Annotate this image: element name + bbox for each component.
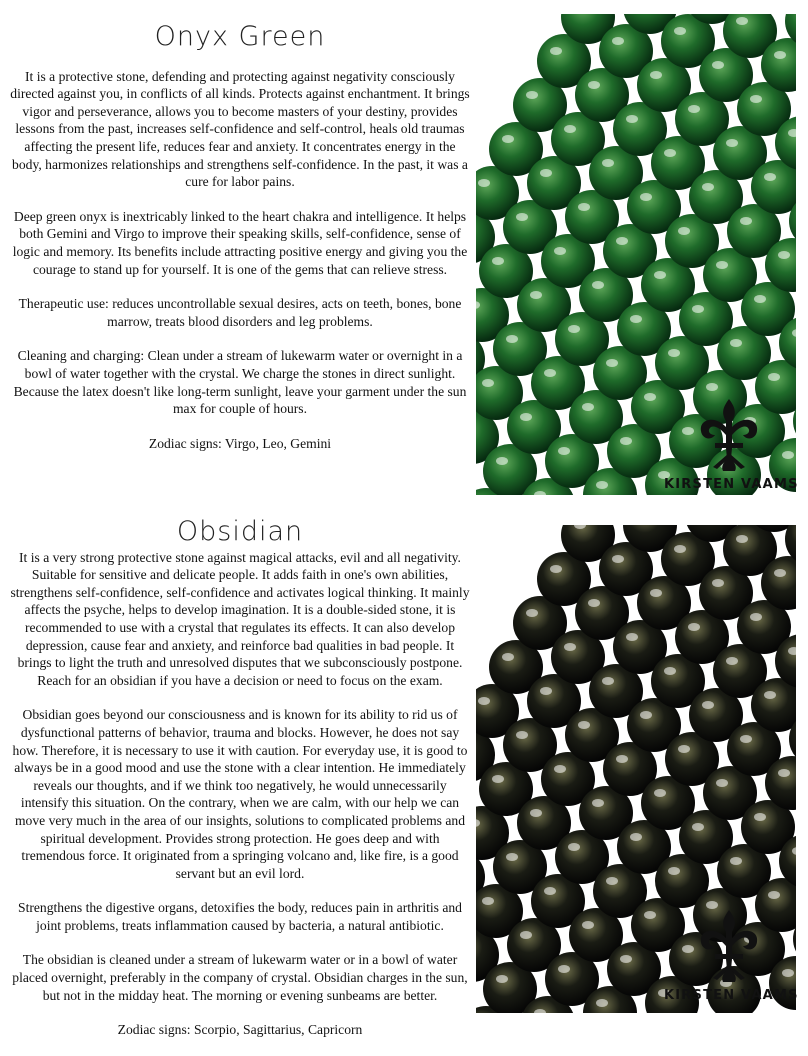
bead-highlight (606, 359, 618, 367)
bead-highlight (640, 711, 652, 719)
bead-highlight (754, 813, 766, 821)
bead-highlight (564, 643, 576, 651)
bead-highlight (616, 755, 628, 763)
bead-highlight (588, 81, 600, 89)
bead-highlight (496, 975, 508, 983)
bead-highlight (520, 413, 532, 421)
bead-highlight (726, 139, 738, 147)
bead-highlight (706, 383, 718, 391)
paragraph-heart-chakra: Deep green onyx is inextricably linked to the heart chakra and intelligence. It helps both Gemini and Virgo to improve their speaking skills, self-confidence, sense of logic and memory. Its benefits include attracting positive energy and giving you the courage to stand up for yourself. It is one of the gems that can relieve stress. (12, 208, 468, 277)
obsidian-text (10, 516, 470, 1056)
bead-highlight (602, 677, 614, 685)
bead-highlight (650, 71, 662, 79)
bead-highlight (516, 213, 528, 221)
bead-highlight (612, 555, 624, 563)
bead-highlight (768, 373, 780, 381)
paragraph-zodiac: Zodiac signs: Scorpio, Sagittarius, Capricorn (117, 1022, 363, 1038)
brand-logo (664, 397, 799, 492)
fleur-de-lis-icon (693, 397, 765, 473)
bead-highlight (740, 217, 752, 225)
bead-highlight (702, 183, 714, 191)
fleur-de-lis-icon (693, 908, 765, 984)
bead-highlight (668, 867, 680, 875)
bead-highlight (550, 47, 562, 55)
bead-highlight (596, 999, 608, 1007)
paragraph-description: It is a protective stone, defending and protecting against negativity consciously directed against you, in conflicts of all kinds. Protects against enchantment. It brings vigor and perseverance, allows you to become masters of your destiny, provides lessons from the past, increases self-confidence and self-control, heals old traumas affecting the present life, reduces fear and anxiety. It concentrates energy in the body, harmonizes relationships and strengthens self-confidence. In the past, it was a cure for labor pains. (10, 68, 470, 190)
bead-highlight (644, 393, 656, 401)
onyx-green-text (10, 21, 470, 469)
bead-highlight (558, 965, 570, 973)
bead-highlight (620, 955, 632, 963)
paragraph-therapeutic-use: Therapeutic use: reduces uncontrollable sexual desires, acts on teeth, bones, bone marrow, treats blood disorders and leg problems. (18, 296, 462, 329)
bead-highlight (654, 271, 666, 279)
bead-highlight (578, 721, 590, 729)
bead-highlight (596, 481, 608, 489)
bead-highlight (506, 853, 518, 861)
bead-highlight (692, 305, 704, 313)
bead-highlight (544, 369, 556, 377)
bead-highlight (736, 535, 748, 543)
bead-highlight (750, 613, 762, 621)
bead-highlight (530, 809, 542, 817)
bead-highlight (626, 633, 638, 641)
bead-highlight (674, 545, 686, 553)
bead-highlight (664, 149, 676, 157)
bead-highlight (558, 447, 570, 455)
paragraph-therapeutic-use: Strengthens the digestive organs, detoxifies the body, reduces pain in arthritis and joint problems, treats inflammation caused by bacteria, a natural antibiotic. (18, 900, 462, 933)
bead-highlight (582, 921, 594, 929)
bead-highlight (564, 125, 576, 133)
bead-highlight (702, 701, 714, 709)
paragraph-consciousness: Obsidian goes beyond our consciousness and is known for its ability to rid us of dysfunctional patterns of behavior, trauma and blocks. However, he does not say how. Therefore, it is necessary to use it with caution. For everyday use, it is good to always be in a good mood and use the stone with a clear intention. He immediately reveals our thoughts, and if we think too negatively, he would unnecessarily intensify this situation. On the contrary, when we are calm, with our help we can move very much in the area of our insights, solutions to complicated problems and spiritual development. Provides strong protection. He goes deep and with tremendous force. It originated from a springing volcano and, like fire, is a good servant but an evil lord. (12, 707, 468, 881)
brand-name: KIRSTEN VAAMS (664, 988, 799, 1003)
bead-highlight (764, 691, 776, 699)
paragraph-description: It is a very strong protective stone against magical attacks, evil and all negativity. Suitable for sensitive and delicate people. It adds faith in one's own abilities, strengthens self-confidence, self-confidence and activates logical thinking. It mainly affects the psyche, helps to develop imagination. It is a double-sided stone, it is recommended to use with a crystal that regulates its effects. It can also develop depression, cause fear and anxiety, and reinforce bad qualities in bad people. It brings to light the truth and unresolved disputes that we subconsciously postpone. Reach for an obsidian if you have a decision or need to focus on the exam. (10, 549, 470, 688)
brand-logo (664, 908, 799, 1003)
bead-highlight (492, 257, 504, 265)
bead-highlight (730, 857, 742, 865)
bead-highlight (730, 339, 742, 347)
bead-highlight (550, 565, 562, 573)
bead-highlight (478, 697, 490, 705)
bead-highlight (588, 599, 600, 607)
bead-highlight (612, 37, 624, 45)
bead-highlight (482, 379, 494, 387)
bead-highlight (630, 833, 642, 841)
bead-highlight (736, 17, 748, 25)
bead-highlight (626, 115, 638, 123)
bead-highlight (526, 91, 538, 99)
bead-highlight (740, 735, 752, 743)
bead-highlight (688, 623, 700, 631)
bead-highlight (750, 95, 762, 103)
bead-highlight (502, 135, 514, 143)
bead-highlight (674, 27, 686, 35)
paragraph-cleaning: The obsidian is cleaned under a stream of lukewarm water or in a bowl of water placed overnight, preferably in the company of crystal. Obsidian charges in the sun, but not in the midday heat. The morning or evening sunbeams are better. (12, 952, 468, 1003)
bead-highlight (764, 173, 776, 181)
bead-highlight (716, 261, 728, 269)
bead-highlight (602, 159, 614, 167)
bead-highlight (678, 745, 690, 753)
paragraph-cleaning: Cleaning and charging: Clean under a stream of lukewarm water or overnight in a bowl of water together with the crystal. We charge the stones in direct sunlight. Because the latex doesn't like long-term sunlight, leave your garment under the sun max for couple of hours. (13, 348, 467, 417)
bead-highlight (692, 823, 704, 831)
bead-highlight (578, 203, 590, 211)
bead-highlight (592, 281, 604, 289)
section-title: Obsidian (176, 516, 304, 547)
bead-highlight (520, 931, 532, 939)
bead-highlight (516, 731, 528, 739)
bead-highlight (526, 609, 538, 617)
bead-highlight (616, 237, 628, 245)
paragraph-zodiac: Zodiac signs: Virgo, Leo, Gemini (148, 435, 332, 451)
bead-highlight (654, 789, 666, 797)
bead-highlight (506, 335, 518, 343)
bead-highlight (620, 437, 632, 445)
bead-highlight (712, 579, 724, 587)
bead-highlight (478, 179, 490, 187)
bead-highlight (502, 653, 514, 661)
bead-highlight (554, 247, 566, 255)
bead-highlight (582, 403, 594, 411)
bead-highlight (664, 667, 676, 675)
bead-highlight (640, 193, 652, 201)
bead-highlight (482, 897, 494, 905)
onyx-green-section (0, 0, 808, 505)
bead-highlight (688, 105, 700, 113)
bead-highlight (568, 843, 580, 851)
bead-highlight (712, 61, 724, 69)
bead-highlight (530, 291, 542, 299)
bead-highlight (726, 657, 738, 665)
bead-highlight (774, 569, 786, 577)
bead-highlight (644, 911, 656, 919)
bead-highlight (774, 51, 786, 59)
section-title: Onyx Green (154, 21, 326, 52)
bead-highlight (768, 891, 780, 899)
bead-highlight (492, 775, 504, 783)
bead-highlight (678, 227, 690, 235)
bead-highlight (540, 169, 552, 177)
obsidian-section (0, 505, 808, 1038)
bead-highlight (568, 325, 580, 333)
bead-highlight (778, 251, 790, 259)
bead-highlight (554, 765, 566, 773)
bead-highlight (496, 457, 508, 465)
bead-highlight (668, 349, 680, 357)
bead-highlight (592, 799, 604, 807)
bead-highlight (716, 779, 728, 787)
brand-name: KIRSTEN VAAMS (664, 477, 799, 492)
bead-highlight (540, 687, 552, 695)
bead-highlight (650, 589, 662, 597)
bead-highlight (630, 315, 642, 323)
bead-highlight (778, 769, 790, 777)
bead-highlight (544, 887, 556, 895)
bead-highlight (754, 295, 766, 303)
bead-highlight (606, 877, 618, 885)
